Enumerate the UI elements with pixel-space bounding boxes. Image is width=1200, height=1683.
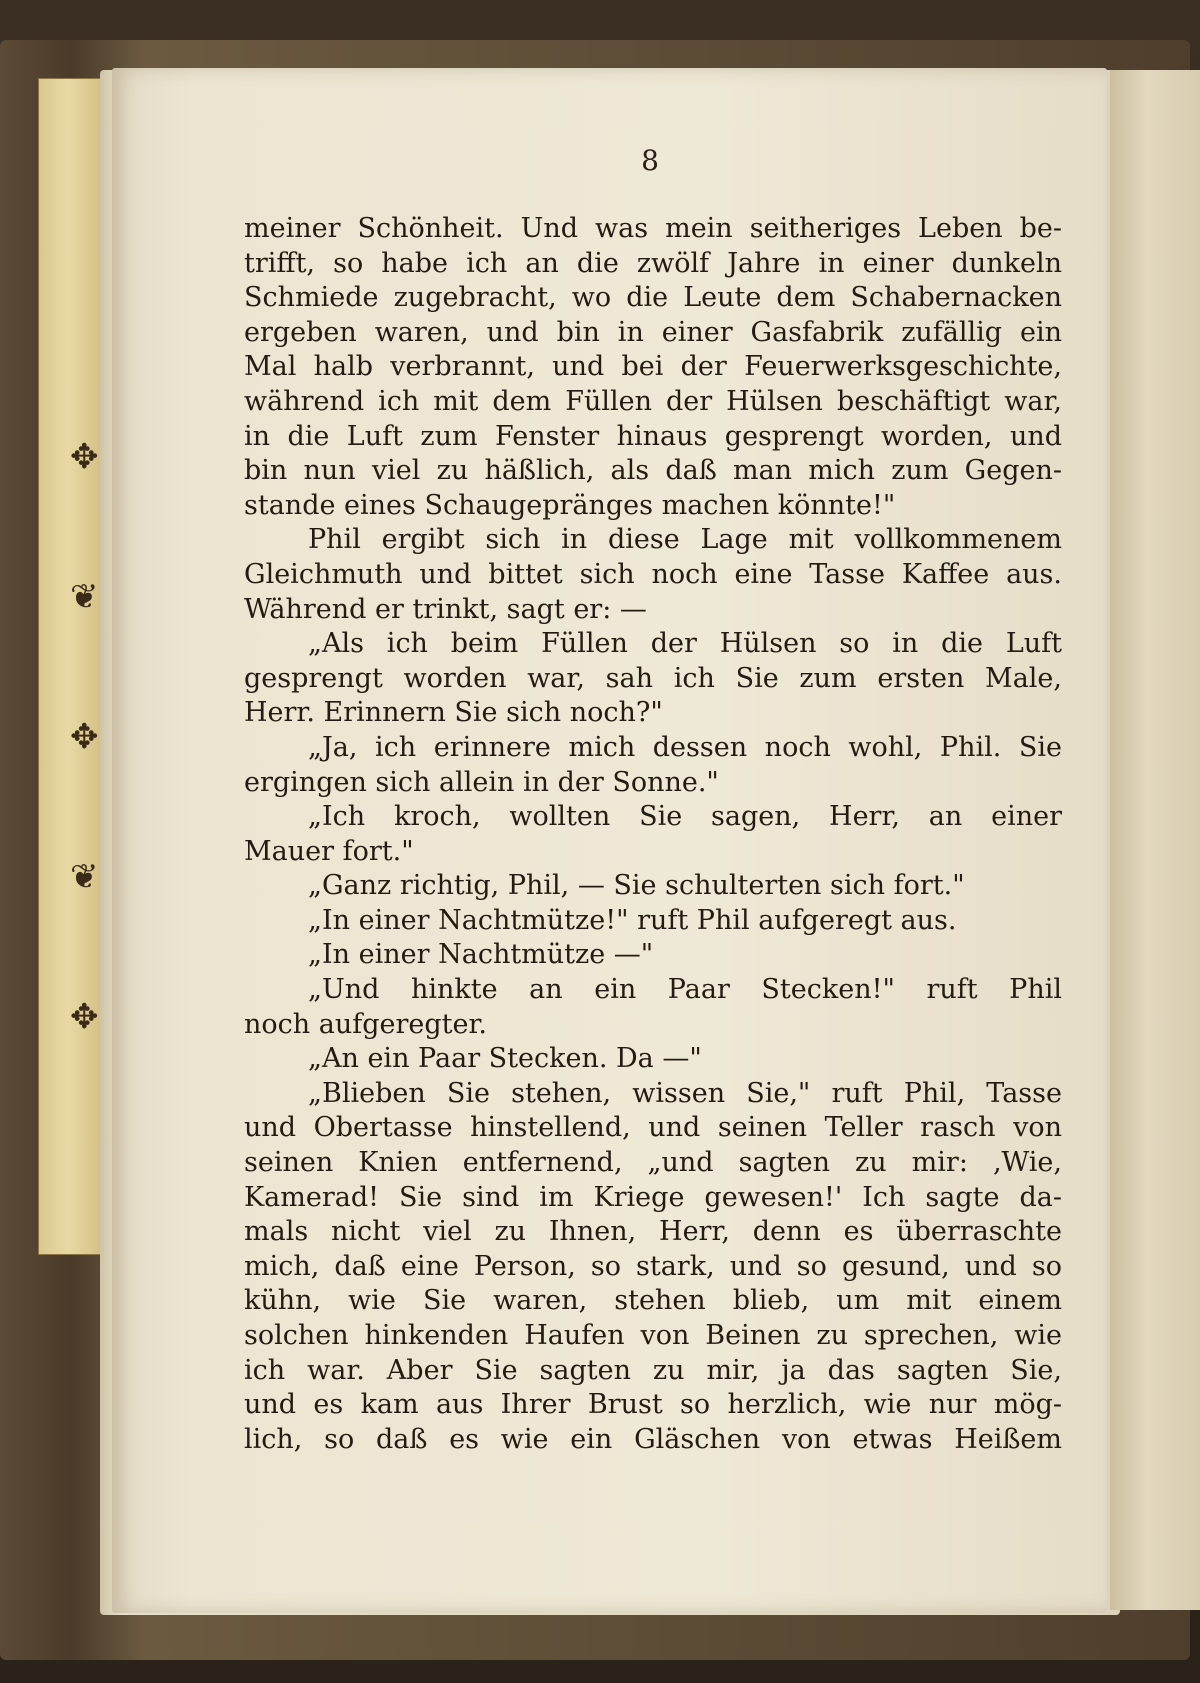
page-number: 8 bbox=[641, 144, 659, 177]
text-line: Mal halb verbrannt, und bei der Feuerwerksgeschichte, bbox=[244, 351, 1062, 383]
text-line: Gleichmuth und bittet sich noch eine Tasse Kaffee aus. bbox=[244, 558, 1062, 590]
text-line: „Und hinkte an ein Paar Stecken!" ruft Phil bbox=[308, 974, 1062, 1006]
text-line: Kamerad! Sie sind im Kriege gewesen!' Ich sagte da- bbox=[244, 1181, 1062, 1213]
text-line: bin nun viel zu häßlich, als daß man mich zum Gegen- bbox=[244, 455, 1062, 487]
text-line: Mauer fort." bbox=[244, 835, 414, 867]
text-line: und es kam aus Ihrer Brust so herzlich, wie nur mög- bbox=[244, 1389, 1062, 1421]
text-line: Phil ergibt sich in diese Lage mit vollkommenem bbox=[308, 524, 1062, 556]
text-line: ergeben waren, und bin in einer Gasfabrik zufällig ein bbox=[244, 316, 1062, 348]
text-line: in die Luft zum Fenster hinaus gesprengt worden, und bbox=[244, 420, 1062, 452]
text-line: Während er trinkt, sagt er: — bbox=[244, 593, 647, 625]
spine-ornament-icon: ✥ bbox=[70, 437, 99, 477]
text-line: „Ganz richtig, Phil, — Sie schulterten sich fort." bbox=[308, 870, 965, 902]
text-line: „An ein Paar Stecken. Da —" bbox=[308, 1043, 702, 1075]
text-line: „In einer Nachtmütze!" ruft Phil aufgeregt aus. bbox=[308, 904, 957, 936]
text-line: Herr. Erinnern Sie sich noch?" bbox=[244, 697, 663, 729]
text-line: Schmiede zugebracht, wo die Leute dem Schabernacken bbox=[244, 282, 1062, 314]
text-line: gesprengt worden war, sah ich Sie zum ersten Male, bbox=[244, 662, 1062, 694]
text-line: kühn, wie Sie waren, stehen blieb, um mit einem bbox=[244, 1285, 1062, 1317]
spine-ornament-icon: ❦ bbox=[70, 577, 99, 617]
text-line: ergingen sich allein in der Sonne." bbox=[244, 766, 719, 798]
text-line: und Obertasse hinstellend, und seinen Teller rasch von bbox=[244, 1112, 1062, 1144]
text-line: noch aufgeregter. bbox=[244, 1008, 487, 1040]
text-line: solchen hinkenden Haufen von Beinen zu sprechen, wie bbox=[244, 1320, 1062, 1351]
text-line: ich war. Aber Sie sagten zu mir, ja das sagten Sie, bbox=[244, 1354, 1062, 1386]
text-line: meiner Schönheit. Und was mein seitheriges Leben be- bbox=[244, 213, 1062, 244]
spine-ornament-icon: ✥ bbox=[70, 717, 99, 757]
text-line: mich, daß eine Person, so stark, und so gesund, und so bbox=[244, 1250, 1062, 1282]
text-line: stande eines Schaugepränges machen könnte!" bbox=[244, 489, 896, 521]
text-line: lich, so daß es wie ein Gläschen von etwas Heißem bbox=[244, 1423, 1062, 1455]
text-line: „In einer Nachtmütze —" bbox=[308, 939, 654, 971]
body-text bbox=[244, 212, 1062, 1457]
text-line: trifft, so habe ich an die zwölf Jahre in einer dunkeln bbox=[244, 247, 1062, 279]
text-line: seinen Knien entfernend, „und sagten zu mir: ‚Wie, bbox=[244, 1147, 1062, 1179]
spine-ornament-icon: ❦ bbox=[70, 857, 99, 897]
spine-ornament-icon: ✥ bbox=[70, 997, 99, 1037]
text-line: „Als ich beim Füllen der Hülsen so in die Luft bbox=[308, 628, 1062, 660]
text-line: „Blieben Sie stehen, wissen Sie," ruft Phil, Tasse bbox=[308, 1077, 1062, 1109]
facing-page-edge bbox=[1110, 70, 1200, 1610]
text-line: während ich mit dem Füllen der Hülsen beschäftigt war, bbox=[244, 385, 1062, 417]
text-line: „Ich kroch, wollten Sie sagen, Herr, an einer bbox=[308, 801, 1062, 833]
text-line: mals nicht viel zu Ihnen, Herr, denn es überraschte bbox=[244, 1216, 1062, 1248]
text-line: „Ja, ich erinnere mich dessen noch wohl, Phil. Sie bbox=[308, 731, 1062, 763]
